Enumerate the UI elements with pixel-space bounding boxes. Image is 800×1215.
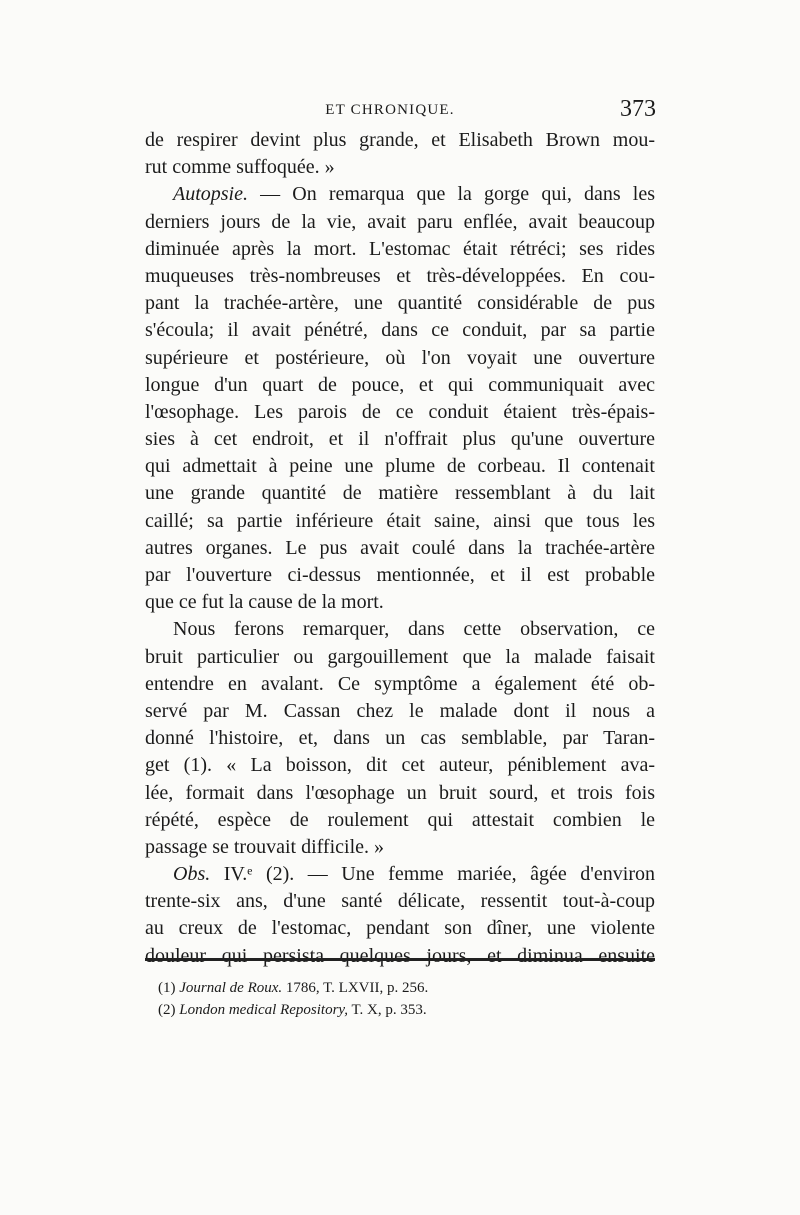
text-line (145, 562, 655, 589)
line-text: supérieure et postérieure, où l'on voyait une ouverture (145, 346, 655, 369)
text-line (145, 263, 655, 290)
line-text: Nous ferons remarquer, dans cette observation, ce (173, 618, 655, 641)
line-text: — On remarqua que la gorge qui, dans les (248, 183, 655, 206)
line-text: trente-six ans, d'une santé délicate, ressentit tout-à-coup (145, 890, 655, 913)
line-text: donné l'histoire, et, dans un cas semblable, par Taran- (145, 727, 655, 750)
line-text: pant la trachée-artère, une quantité considérable de pus (145, 292, 655, 315)
footnote-source: London medical Repository, (179, 1002, 348, 1018)
footnote-number: (1) (158, 980, 180, 996)
text-line (145, 127, 655, 154)
footnote-number: (2) (158, 1002, 180, 1018)
line-text: entendre en avalant. Ce symptôme a également été ob- (145, 672, 655, 695)
line-text: autres organes. Le pus avait coulé dans la trachée-artère (145, 536, 655, 559)
line-text: de respirer devint plus grande, et Elisabeth Brown mou- (145, 129, 655, 151)
text-line (145, 535, 655, 562)
line-text: passage se trouvait difficile. » (145, 835, 385, 858)
line-text: IV.ᵉ (2). — Une femme mariée, âgée d'environ (210, 863, 655, 886)
text-line (145, 834, 655, 861)
body-text (145, 127, 655, 970)
text-line (145, 752, 655, 779)
text-line (145, 616, 655, 643)
text-line (145, 209, 655, 236)
text-line (145, 861, 655, 888)
page-number: 373 (620, 96, 656, 122)
line-text: sies à cet endroit, et il n'offrait plus qu'une ouverture (145, 428, 655, 451)
text-line (145, 780, 655, 807)
text-line (145, 888, 655, 915)
text-line (145, 644, 655, 671)
line-text: get (1). « La boisson, dit cet auteur, péniblement ava- (145, 754, 655, 777)
text-line (145, 154, 655, 181)
footnote-source: Journal de Roux. (179, 980, 283, 996)
footnote-reference: 1786, T. LXVII, p. 256. (282, 980, 429, 996)
line-text: au creux de l'estomac, pendant son dîner, une violente (145, 917, 655, 940)
text-line (145, 290, 655, 317)
line-text: longue d'un quart de pouce, et qui communiquait avec (145, 373, 655, 396)
footnotes (158, 977, 658, 1021)
text-line (145, 508, 655, 535)
text-line (145, 317, 655, 344)
line-text: muqueuses très-nombreuses et très-développées. En cou- (145, 264, 655, 287)
italic-lead: Obs. (173, 863, 211, 886)
line-text: bruit particulier ou gargouillement que la malade faisait (145, 645, 655, 668)
text-line (145, 399, 655, 426)
line-text: s'écoula; il avait pénétré, dans ce conduit, par sa partie (145, 319, 655, 342)
line-text: caillé; sa partie inférieure était saine, ainsi que tous les (145, 509, 655, 532)
running-head (120, 98, 660, 124)
text-line (145, 589, 655, 616)
line-text: diminuée après la mort. L'estomac était rétréci; ses rides (145, 237, 655, 260)
line-text: l'œsophage. Les parois de ce conduit étaient très-épais- (145, 400, 655, 423)
line-text: lée, formait dans l'œsophage un bruit sourd, et trois fois (145, 781, 655, 804)
text-line (145, 915, 655, 942)
italic-lead: Autopsie. (173, 183, 248, 206)
line-text: que ce fut la cause de la mort. (145, 591, 384, 614)
footnote-divider (145, 958, 655, 961)
text-line (145, 943, 655, 970)
line-text: douleur qui persista quelques jours, et diminua ensuite (145, 944, 655, 967)
line-text: par l'ouverture ci-dessus mentionnée, et il est probable (145, 564, 655, 586)
text-line (145, 453, 655, 480)
line-text: rut comme suffoquée. » (145, 156, 335, 179)
text-line (145, 236, 655, 263)
line-text: derniers jours de la vie, avait paru enflée, avait beaucoup (145, 210, 655, 233)
line-text: qui admettait à peine une plume de corbeau. Il contenait (145, 455, 655, 478)
text-line (145, 807, 655, 834)
footnote (158, 999, 658, 1021)
line-text: répété, espèce de roulement qui attestait combien le (145, 808, 655, 831)
line-text: une grande quantité de matière ressemblant à du lait (145, 482, 655, 505)
text-line (145, 671, 655, 698)
line-text: servé par M. Cassan chez le malade dont il nous a (145, 699, 655, 722)
footnote (158, 977, 658, 999)
running-title: ET CHRONIQUE. (325, 102, 455, 118)
text-line (145, 372, 655, 399)
text-line (145, 426, 655, 453)
text-line (145, 698, 655, 725)
text-line (145, 181, 655, 208)
text-line (145, 725, 655, 752)
footnote-reference: T. X, p. 353. (348, 1002, 427, 1018)
text-line (145, 345, 655, 372)
text-line (145, 480, 655, 507)
